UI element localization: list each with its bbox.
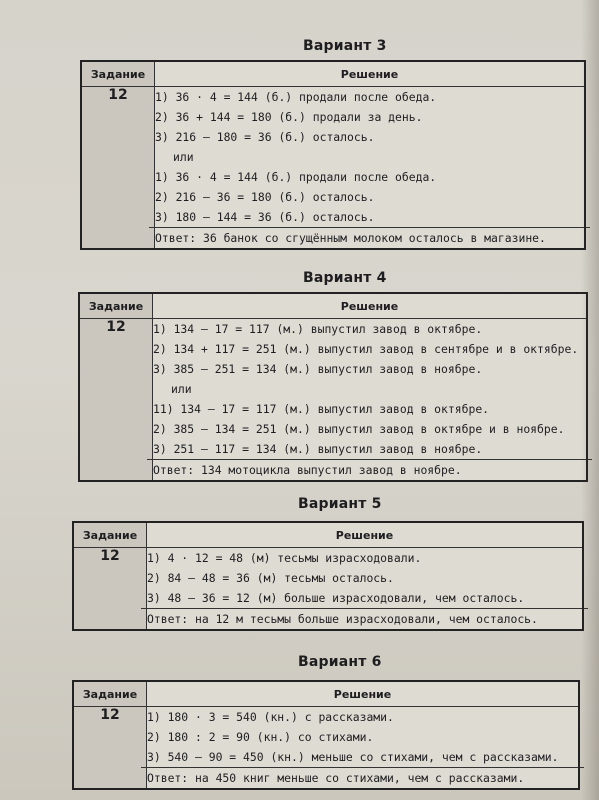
solution-line: 2) 216 – 36 = 180 (б.) осталось.: [155, 190, 375, 204]
variant-4-table: [78, 292, 588, 482]
solution-line: 2) 134 + 117 = 251 (м.) выпустил завод в сентябре и в октябре.: [153, 342, 579, 356]
task-header: Задание: [79, 293, 153, 319]
alternative-label: или: [171, 382, 192, 396]
solution-line: 2) 385 – 134 = 251 (м.) выпустил завод в октябре и в ноябре.: [153, 422, 565, 436]
solution-line: 2) 180 : 2 = 90 (кн.) со стихами.: [147, 730, 374, 744]
solution-line: 3) 251 – 117 = 134 (м.) выпустил завод в ноябре.: [153, 442, 483, 456]
solution-line: 1) 134 – 17 = 117 (м.) выпустил завод в октябре.: [153, 322, 483, 336]
variant-3-title: Вариант 3: [303, 38, 387, 54]
solution-line: 2) 84 – 48 = 36 (м) тесьмы осталось.: [147, 571, 394, 585]
answer-line: Ответ: на 450 книг меньше со стихами, чем с рассказами.: [141, 767, 584, 788]
task-header: Задание: [73, 522, 147, 548]
solution-lines: [153, 319, 588, 482]
variant-6-table: [72, 680, 580, 790]
solution-lines: [155, 87, 586, 250]
variant-5-title: Вариант 5: [298, 496, 382, 512]
solution-line: 3) 385 – 251 = 134 (м.) выпустил завод в ноябре.: [153, 362, 483, 376]
solution-line: 3) 216 – 180 = 36 (б.) осталось.: [155, 130, 375, 144]
task-header: Задание: [81, 61, 155, 87]
variant-6-title: Вариант 6: [298, 654, 382, 670]
solution-line: 3) 48 – 36 = 12 (м) больше израсходовали, чем осталось.: [147, 591, 525, 605]
task-number: 12: [79, 319, 153, 482]
solution-line: 1) 36 · 4 = 144 (б.) продали после обеда.: [155, 170, 437, 184]
solution-header: Решение: [147, 681, 580, 707]
answer-line: Ответ: 36 банок со сгущённым молоком осталось в магазине.: [149, 227, 590, 248]
solution-line: 3) 180 – 144 = 36 (б.) осталось.: [155, 210, 375, 224]
task-number: 12: [73, 707, 147, 790]
solution-lines: [147, 548, 584, 631]
variant-3-table: [80, 60, 586, 250]
answer-line: Ответ: на 12 м тесьмы больше израсходовали, чем осталось.: [141, 608, 588, 629]
answer-line: Ответ: 134 мотоцикла выпустил завод в ноябре.: [147, 459, 592, 480]
task-header: Задание: [73, 681, 147, 707]
solution-header: Решение: [147, 522, 584, 548]
variant-4-title: Вариант 4: [303, 270, 387, 286]
solution-line: 1) 36 · 4 = 144 (б.) продали после обеда.: [155, 90, 437, 104]
solution-line: 3) 540 – 90 = 450 (кн.) меньше со стихами, чем с рассказами.: [147, 750, 559, 764]
solution-lines: [147, 707, 580, 790]
task-number: 12: [81, 87, 155, 250]
variant-5-table: [72, 521, 584, 631]
solution-line: 1) 4 · 12 = 48 (м) тесьмы израсходовали.: [147, 551, 422, 565]
solution-header: Решение: [153, 293, 588, 319]
solution-line: 11) 134 – 17 = 117 (м.) выпустил завод в октябре.: [153, 402, 490, 416]
alternative-label: или: [173, 150, 194, 164]
solution-header: Решение: [155, 61, 586, 87]
solution-line: 1) 180 · 3 = 540 (кн.) с рассказами.: [147, 710, 394, 724]
solution-line: 2) 36 + 144 = 180 (б.) продали за день.: [155, 110, 423, 124]
task-number: 12: [73, 548, 147, 631]
